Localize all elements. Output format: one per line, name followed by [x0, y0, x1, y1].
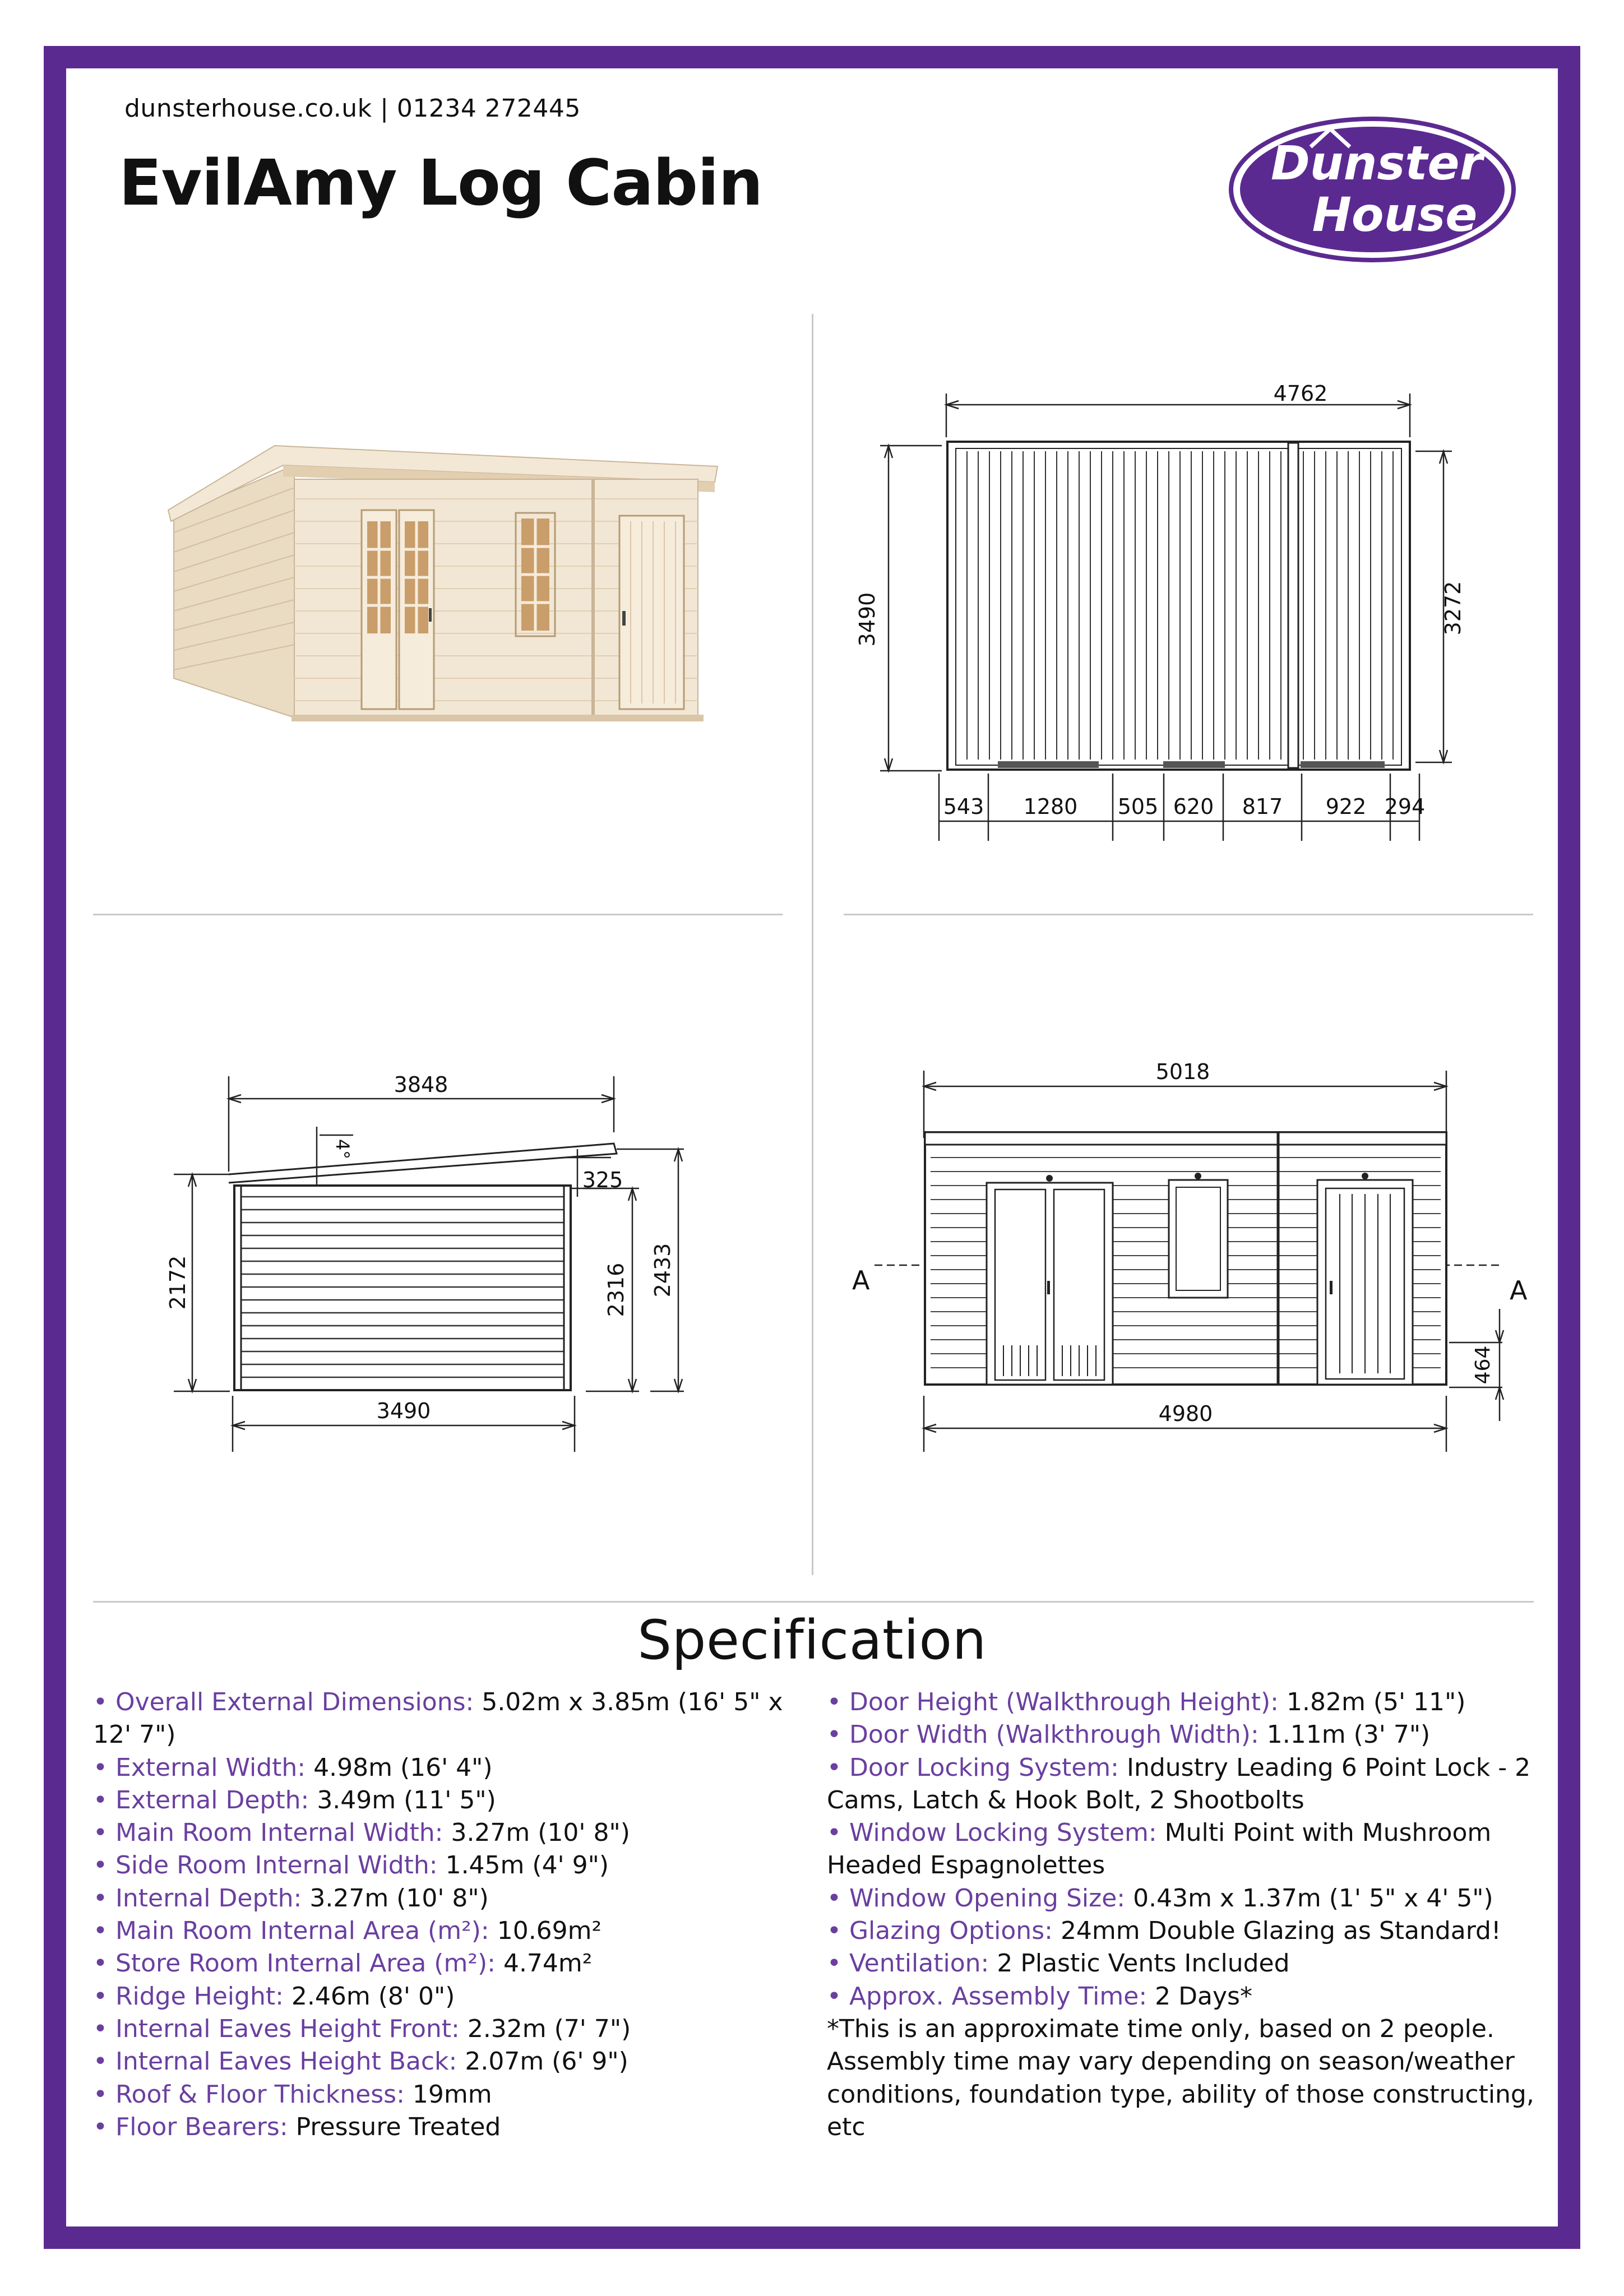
spec-label: • Floor Bearers:: [93, 2112, 288, 2141]
spec-label: • External Depth:: [93, 1785, 309, 1814]
spec-label: • Window Locking System:: [827, 1818, 1157, 1848]
spec-item: [93, 2045, 799, 2078]
spec-label: • Door Width (Walkthrough Width):: [827, 1720, 1259, 1749]
spec-item: [93, 2079, 799, 2111]
spec-item: [93, 1784, 799, 1817]
side-eaves-height-label: 2316: [604, 1262, 628, 1317]
spec-label: • Side Room Internal Width:: [93, 1851, 438, 1880]
spec-value: 2 Plastic Vents Included: [989, 1949, 1290, 1978]
spec-label: • Store Room Internal Area (m²):: [93, 1949, 496, 1978]
divider-vertical: [812, 314, 813, 1575]
spec-label: • Ventilation:: [827, 1949, 989, 1978]
side-top-width-label: 3848: [394, 1072, 448, 1097]
spec-label: • Door Height (Walkthrough Height):: [827, 1688, 1279, 1716]
spec-label: • External Width:: [93, 1753, 306, 1782]
spec-item: [827, 1686, 1539, 1719]
spec-item: [93, 1752, 799, 1784]
spec-value: Multi Point with Mushroom Headed Espagnolettes: [827, 1818, 1492, 1880]
plan-segment-label: 922: [1325, 794, 1367, 819]
spec-list-left: [93, 1686, 799, 2144]
spec-value: 3.27m (10' 8"): [443, 1818, 630, 1848]
spec-item: [93, 1849, 799, 1882]
spec-item: [827, 1817, 1539, 1882]
spec-list-right: [827, 1686, 1539, 2144]
plan-segment-label: 505: [1117, 794, 1159, 819]
page-title: EvilAmy Log Cabin: [119, 147, 763, 220]
front-elevation-drawing: [841, 1054, 1558, 1474]
spec-label: • Main Room Internal Width:: [93, 1818, 443, 1848]
spec-label: • Roof & Floor Thickness:: [93, 2080, 405, 2109]
spec-item: [93, 1817, 799, 1849]
spec-item: [827, 1915, 1539, 1947]
dunster-house-logo: [1227, 112, 1518, 263]
spec-item: [827, 1882, 1539, 1915]
spec-item: [93, 1980, 799, 2013]
spec-value: Industry Leading 6 Point Lock - 2 Cams, Latch & Hook Bolt, 2 Shootbolts: [827, 1753, 1531, 1814]
plan-segment-label: 1280: [1023, 794, 1078, 819]
spec-value: 2.46m (8' 0"): [283, 1982, 455, 2011]
spec-value: 4.98m (16' 4"): [306, 1753, 493, 1782]
spec-item: [827, 1980, 1539, 2013]
spec-value: 2.32m (7' 7"): [459, 2014, 631, 2043]
spec-label: • Window Opening Size:: [827, 1883, 1126, 1913]
spec-item: [93, 2111, 799, 2144]
side-overhang-label: 325: [582, 1168, 623, 1192]
logo-word-dunster: Dunster: [1271, 136, 1483, 191]
side-wall-height-label: 2172: [165, 1255, 190, 1310]
spec-value: 1.82m (5' 11"): [1279, 1688, 1466, 1716]
spec-label: • Door Locking System:: [827, 1753, 1119, 1782]
plan-depth-left-label: 3490: [855, 592, 880, 647]
spec-value: 24mm Double Glazing as Standard!: [1052, 1917, 1501, 1946]
front-width-label: 5018: [1155, 1059, 1210, 1084]
spec-label: • Glazing Options:: [827, 1917, 1053, 1946]
spec-heading: Specification: [637, 1609, 987, 1672]
spec-item: [827, 1947, 1539, 1980]
spec-value: 4.74m²: [495, 1949, 593, 1978]
spec-value: 0.43m x 1.37m (1' 5" x 4' 5"): [1125, 1883, 1493, 1913]
front-sill-height-label: 464: [1472, 1345, 1495, 1385]
spec-value: 3.27m (10' 8"): [302, 1883, 489, 1913]
floor-plan-drawing: [855, 381, 1474, 852]
plan-segment-label: 620: [1173, 794, 1214, 819]
side-base-width-label: 3490: [376, 1399, 431, 1423]
spec-value: 10.69m²: [489, 1917, 602, 1946]
spec-label: • Ridge Height:: [93, 1982, 284, 2011]
spec-item: [93, 2013, 799, 2045]
section-marker-left: A: [852, 1265, 870, 1295]
divider-mid-left: [93, 914, 783, 915]
spec-item: [827, 1752, 1539, 1817]
spec-value: Pressure Treated: [288, 2112, 501, 2141]
plan-width-label: 4762: [1273, 381, 1328, 406]
plan-segment-label: 543: [943, 794, 984, 819]
spec-value: 19mm: [404, 2080, 492, 2109]
plan-segment-label: 294: [1384, 794, 1426, 819]
section-marker-right: A: [1510, 1275, 1528, 1306]
contact-line: dunsterhouse.co.uk | 01234 272445: [124, 94, 581, 123]
plan-segment-label: 817: [1242, 794, 1283, 819]
spec-label: • Internal Depth:: [93, 1883, 302, 1913]
spec-value: 3.49m (11' 5"): [309, 1785, 496, 1814]
spec-item: [93, 1947, 799, 1980]
spec-label: • Internal Eaves Height Front:: [93, 2014, 460, 2043]
plan-depth-right-label: 3272: [1441, 581, 1465, 636]
spec-item: [827, 1719, 1539, 1751]
spec-label: • Main Room Internal Area (m²):: [93, 1917, 489, 1946]
spec-item: [93, 1686, 799, 1752]
spec-item: [93, 1882, 799, 1915]
divider-spec: [93, 1601, 1534, 1603]
cabin-render: [168, 432, 729, 746]
spec-value: 5.02m x 3.85m (16' 5" x 12' 7"): [93, 1688, 783, 1749]
spec-label: • Overall External Dimensions:: [93, 1688, 474, 1716]
logo-word-house: House: [1312, 187, 1478, 242]
front-base-width-label: 4980: [1158, 1401, 1213, 1426]
spec-value: 1.11m (3' 7"): [1259, 1720, 1431, 1749]
assembly-note: *This is an approximate time only, based on 2 people. Assembly time may vary depending on season/weather conditions, foundation type, ability of those constructing, etc: [827, 2014, 1534, 2141]
divider-mid-right: [844, 914, 1533, 915]
spec-label: • Internal Eaves Height Back:: [93, 2047, 457, 2076]
spec-value: 1.45m (4' 9"): [437, 1851, 609, 1880]
spec-value: 2.07m (6' 9"): [457, 2047, 628, 2076]
spec-item: [93, 1915, 799, 1947]
side-ridge-height-label: 2433: [650, 1243, 675, 1298]
spec-label: • Approx. Assembly Time:: [827, 1982, 1148, 2011]
side-roof-angle-label: 4°: [332, 1138, 353, 1160]
side-elevation-drawing: [165, 1059, 729, 1474]
spec-value: 2 Days*: [1147, 1982, 1252, 2011]
